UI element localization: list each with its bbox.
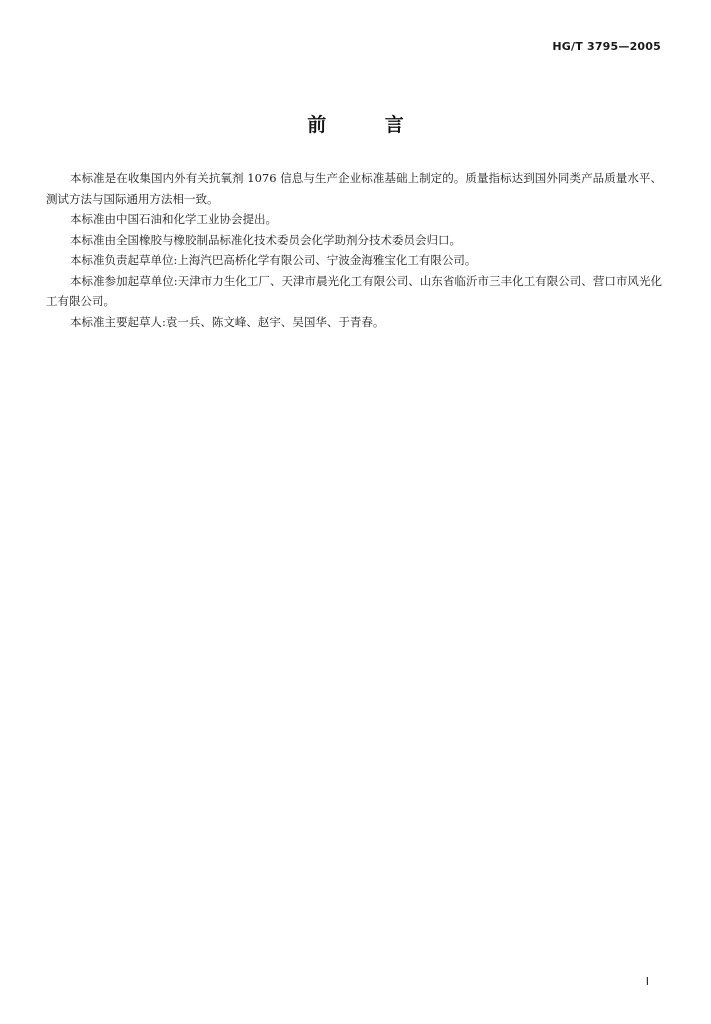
paragraph-participating-drafters: 本标准参加起草单位:天津市力生化工厂、天津市晨光化工有限公司、山东省临沂市三丰化工有限公司、营口市风光化工有限公司。: [46, 273, 662, 308]
paragraph-main-drafters: 本标准主要起草人:袁一兵、陈文峰、赵宇、吴国华、于青春。: [70, 314, 385, 329]
page-number: I: [645, 975, 649, 988]
standard-code: HG/T 3795—2005: [552, 40, 661, 53]
paragraph-proposer: 本标准由中国石油和化学工业协会提出。: [70, 212, 277, 226]
preface-body: [46, 168, 662, 332]
paragraph-responsible-drafters: 本标准负责起草单位:上海汽巴高桥化学有限公司、宁波金海雅宝化工有限公司。: [70, 253, 477, 267]
paragraph-administrator: 本标准由全国橡胶与橡胶制品标准化技术委员会化学助剂分技术委员会归口。: [70, 232, 461, 247]
page-title: 前 言: [307, 114, 430, 136]
paragraph-scope: 本标准是在收集国内外有关抗氧剂 1076 信息与生产企业标准基础上制定的。质量指标达到国外同类产品质量水平、测试方法与国际通用方法相一致。: [46, 171, 662, 206]
